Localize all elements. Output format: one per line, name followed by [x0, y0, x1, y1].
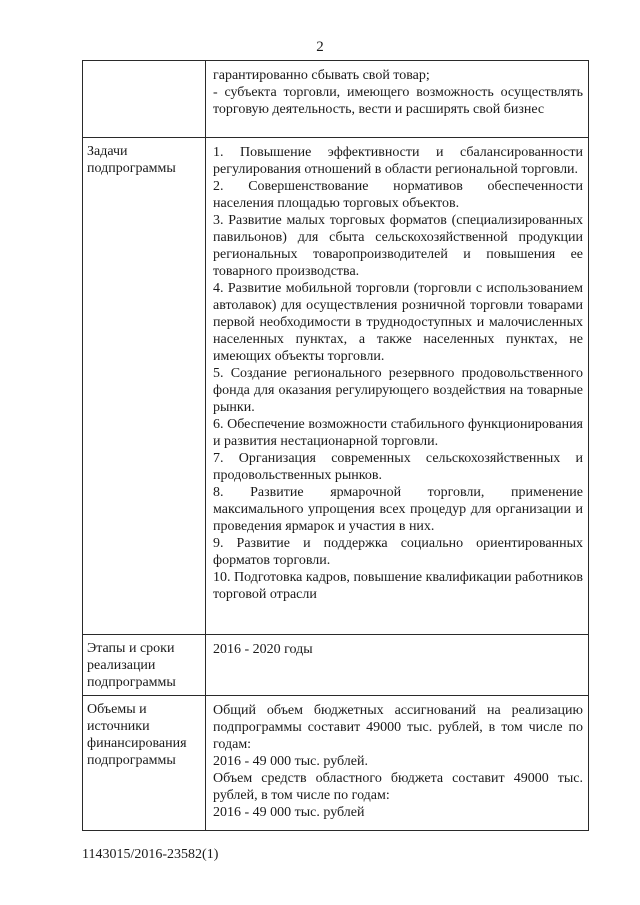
table-row: [83, 61, 589, 138]
paragraph: 2. Совершенствование нормативов обеспеченности населения площадью торговых объектов.: [213, 179, 583, 211]
paragraph: 7. Организация современных сельскохозяйственных и продовольственных рынков.: [213, 451, 583, 483]
paragraph: гарантированно сбывать свой товар;: [213, 68, 430, 83]
paragraph: 9. Развитие и поддержка социально ориентированных форматов торговли.: [213, 536, 583, 568]
paragraph: 8. Развитие ярмарочной торговли, применение максимального упрощения всех процедур для организации и проведения ярмарок и участия в них.: [213, 485, 583, 534]
row-label-empty: [83, 61, 206, 138]
program-passport-table: [82, 60, 589, 831]
row-label-tasks: Задачи подпрограммы: [83, 138, 206, 635]
paragraph: Объем средств областного бюджета составит 49000 тыс. рублей, в том числе по годам:: [213, 771, 583, 803]
paragraph: 10. Подготовка кадров, повышение квалификации работников торговой отрасли: [213, 570, 583, 602]
paragraph: 6. Обеспечение возможности стабильного функционирования и развития нестационарной торговли.: [213, 417, 583, 449]
row-content-financing: [206, 696, 589, 831]
row-content-continuation: [206, 61, 589, 138]
table-row: [83, 635, 589, 696]
paragraph: Общий объем бюджетных ассигнований на реализацию подпрограммы составит 49000 тыс. рублей, в том числе по годам:: [213, 703, 583, 752]
row-content-tasks: [206, 138, 589, 635]
table-row: [83, 696, 589, 831]
paragraph: 5. Создание регионального резервного продовольственного фонда для оказания регулирующего воздействия на товарные рынки.: [213, 366, 583, 415]
row-content-stages: [206, 635, 589, 696]
paragraph: 4. Развитие мобильной торговли (торговли с использованием автолавок) для осуществления розничной торговли товарами первой необходимости в труднодоступных и малочисленных населенных пунктах, а также населенных пунктах, не имеющих объекты торговли.: [213, 281, 583, 364]
row-label-financing: Объемы и источники финансирования подпрограммы: [83, 696, 206, 831]
document-code: 1143015/2016-23582(1): [82, 847, 219, 862]
paragraph: 2016 - 49 000 тыс. рублей: [213, 805, 365, 820]
page-number: 2: [316, 39, 324, 55]
row-label-stages: Этапы и сроки реализации подпрограммы: [83, 635, 206, 696]
paragraph: 1. Повышение эффективности и сбалансированности регулирования отношений в области региональной торговли.: [213, 145, 583, 177]
paragraph: 2016 - 2020 годы: [213, 642, 313, 657]
table-row: [83, 138, 589, 635]
paragraph: - субъекта торговли, имеющего возможность осуществлять торговую деятельность, вести и расширять свой бизнес: [213, 85, 583, 117]
paragraph: 2016 - 49 000 тыс. рублей.: [213, 754, 368, 769]
paragraph: 3. Развитие малых торговых форматов (специализированных павильонов) для сбыта сельскохозяйственной продукции региональных товаропроизводителей и повышения ее товарного производства.: [213, 213, 583, 279]
